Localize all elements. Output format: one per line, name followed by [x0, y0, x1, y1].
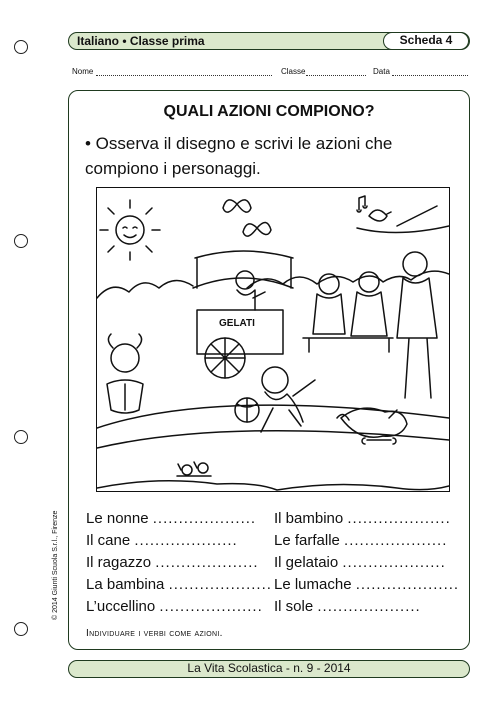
copyright-text: © 2014 Giunti Scuola S.r.l., Firenze	[52, 510, 59, 620]
sun-icon	[100, 200, 160, 260]
answer-blank[interactable]: ....................	[344, 532, 448, 549]
girl-figure	[107, 334, 143, 413]
exercise-row	[86, 598, 263, 615]
date-field[interactable]	[392, 75, 468, 76]
binder-hole	[14, 234, 28, 248]
instruction-text: • Osserva il disegno e scrivi le azioni che compiono i personaggi.	[85, 134, 393, 178]
class-label: Classe	[281, 67, 306, 76]
subject-label: Le nonne	[86, 510, 149, 527]
exercise-row	[86, 510, 256, 527]
answer-blank[interactable]: ....................	[152, 510, 257, 527]
answer-blank[interactable]: ....................	[347, 510, 451, 527]
exercise-row	[274, 598, 421, 615]
footer-bar	[68, 660, 470, 678]
subject-label: Il cane	[86, 532, 131, 549]
subject-label: Il bambino	[274, 510, 344, 527]
binder-hole	[14, 40, 28, 54]
subject-label: L’uccellino	[86, 598, 156, 615]
boy-figure	[235, 367, 315, 432]
answer-blank[interactable]: ....................	[134, 532, 238, 549]
subject-label: Il gelataio	[274, 554, 339, 571]
answer-blank[interactable]: ....................	[355, 576, 460, 593]
date-label: Data	[373, 67, 390, 76]
exercise-row	[274, 576, 459, 593]
subject-label: Le lumache	[274, 576, 352, 593]
subject-label: Italiano • Classe prima	[77, 34, 205, 48]
binder-hole	[14, 622, 28, 636]
exercise-row	[86, 532, 238, 549]
illustration	[96, 187, 450, 492]
dog-figure	[337, 408, 407, 444]
exercise-row	[274, 554, 446, 571]
class-field[interactable]	[306, 75, 366, 76]
binder-hole	[14, 430, 28, 444]
exercise-row	[274, 510, 451, 527]
subject-label: Il ragazzo	[86, 554, 152, 571]
name-label: Nome	[72, 67, 94, 76]
footer-label: La Vita Scolastica - n. 9 - 2014	[187, 661, 351, 675]
answer-blank[interactable]: ....................	[155, 554, 259, 571]
subject-label: La bambina	[86, 576, 165, 593]
answer-blank[interactable]: ....................	[342, 554, 446, 571]
cart-label: GELATI	[219, 318, 255, 329]
subject-label: Il sole	[274, 598, 314, 615]
exercise-row	[86, 576, 272, 593]
exercise-row	[274, 532, 447, 549]
sheet-label: Scheda 4	[383, 32, 469, 50]
subject-label: Le farfalle	[274, 532, 340, 549]
snails-icon	[177, 462, 211, 476]
answer-blank[interactable]: ....................	[317, 598, 421, 615]
worksheet-title: QUALI AZIONI COMPIONO?	[163, 103, 375, 120]
name-field[interactable]	[96, 75, 272, 76]
teacher-note: Individuare i verbi come azioni.	[86, 628, 223, 639]
header-bar	[68, 32, 470, 50]
answer-blank[interactable]: ....................	[159, 598, 263, 615]
park-scene-drawing	[97, 188, 449, 491]
teen-figure	[397, 252, 437, 398]
ice-cream-cart	[193, 251, 293, 378]
exercise-row	[86, 554, 259, 571]
answer-blank[interactable]: ....................	[168, 576, 272, 593]
